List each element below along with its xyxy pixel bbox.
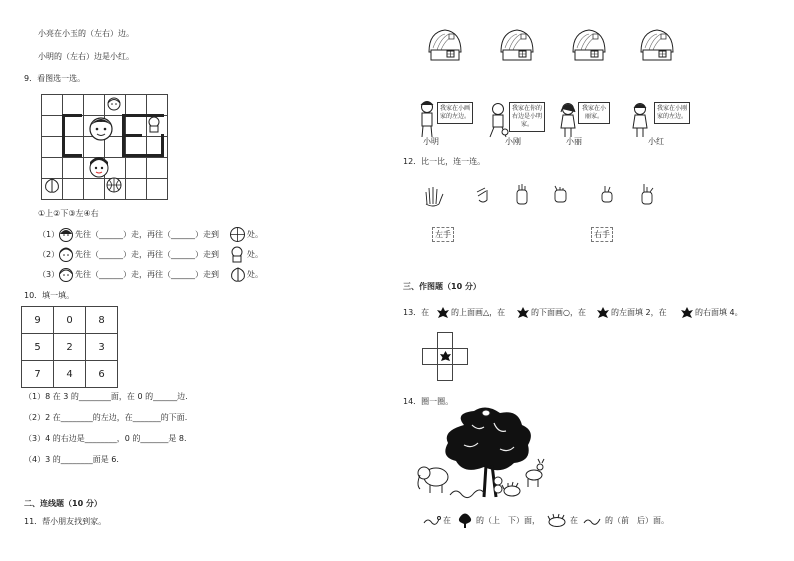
q9-item-2-text: 先往（______）走，再往（______）走到: [75, 250, 219, 259]
q8-line-2: 小明的（左右）边是小红。: [38, 52, 134, 61]
grid-cell: 6: [86, 361, 118, 388]
q13-part-4: 的右面填 4。: [695, 308, 743, 317]
section-2-heading: 二、连线题（10 分）: [24, 499, 102, 508]
q9-title: 9．看图选一选。: [24, 74, 86, 83]
left-hand-label: 左手: [432, 227, 454, 242]
q10-title: 10．填一填。: [24, 291, 75, 300]
section-3-heading: 三、作图题（10 分）: [403, 282, 481, 291]
speech-bubble: 我家在小丽家。: [578, 102, 610, 124]
q9-item-3-end: 处。: [247, 270, 263, 279]
q10-item-4: （4）3 的________面是 6.: [24, 455, 119, 464]
q11-title: 11．帮小朋友找到家。: [24, 517, 107, 526]
snake-icon: [423, 513, 441, 527]
girl-face-icon: [58, 246, 74, 263]
kid-name: 小丽: [566, 137, 582, 146]
q9-options: ①上②下③左④右: [38, 209, 99, 218]
speech-bubble: 我家在小刚家的左边。: [654, 102, 690, 124]
snake-icon: [583, 515, 603, 527]
kid-name: 小刚: [505, 137, 521, 146]
q9-item-2-end: 处。: [247, 250, 263, 259]
q10-item-3: （3）4 的右边是________，0 的_______是 8.: [24, 434, 187, 443]
grid-cell: 3: [86, 334, 118, 361]
maple-leaf-icon: [680, 306, 694, 320]
houses-row: [425, 28, 715, 68]
snake-icon: [450, 490, 484, 498]
hand-icon: [477, 188, 487, 202]
tree-icon: [457, 511, 473, 529]
boy-face-icon: [85, 114, 117, 142]
q9-item-1-text: 先往（______）走，再往（______）走到: [75, 230, 219, 239]
kid-head-icon: [58, 266, 74, 283]
speech-bubble: 我家在小画家的左边。: [437, 102, 473, 124]
boy-figure-icon: [417, 100, 437, 140]
q9-item-1-num: （1）: [38, 230, 60, 239]
q14-part-4: 的（前 后）面。: [605, 516, 669, 525]
q14-part-1: 在: [443, 516, 451, 525]
tree-icon: [445, 407, 531, 470]
hand-icon: [517, 184, 527, 204]
hands-row: [423, 182, 663, 208]
bird-icon: [482, 410, 490, 416]
kid-name: 小明: [423, 137, 439, 146]
q13-text: [403, 306, 763, 320]
boy-face-icon: [58, 227, 74, 243]
q10-item-1: （1）8 在 3 的________面，在 0 的______边.: [24, 392, 188, 401]
girl-figure-icon: [558, 102, 578, 140]
girl-face-icon: [85, 156, 113, 178]
grid-cell: 4: [54, 361, 86, 388]
number-grid: [21, 306, 118, 388]
q14-title: 14．圈一圈。: [403, 397, 454, 406]
tree-animals-scene: [414, 405, 554, 505]
small-kid-icon: [229, 246, 245, 263]
cross-grid: [422, 332, 468, 381]
hedgehog-icon: [502, 482, 520, 496]
maple-leaf-icon: [436, 306, 450, 320]
maple-leaf-icon: [596, 306, 610, 320]
q9-item-2-num: （2）: [38, 250, 60, 259]
grid-cell: 7: [22, 361, 54, 388]
q14-question: [423, 513, 753, 529]
right-hand-label: 右手: [591, 227, 613, 242]
q8-line-1: 小亮在小玉的（左右）边。: [38, 29, 134, 38]
q13-part-3: 的左面填 2，在: [611, 308, 667, 317]
hedgehog-icon: [547, 513, 567, 527]
q10-item-2: （2）2 在________的左边，在_______的下面.: [24, 413, 188, 422]
q12-title: 12．比一比，连一连。: [403, 157, 486, 166]
grid-cell: 9: [22, 307, 54, 334]
speech-bubble: 我家在你的右边是小明家。: [509, 102, 545, 132]
peach-icon: [229, 266, 247, 283]
maple-leaf-icon: [516, 306, 530, 320]
kid-name: 小红: [648, 137, 664, 146]
boy-figure-icon: [487, 102, 509, 140]
maze-grid: [41, 94, 168, 200]
q13-num: 13．在: [403, 308, 430, 317]
grid-cell: 5: [22, 334, 54, 361]
q9-item-3-text: 先往（______）走，再往（______）走到: [75, 270, 219, 279]
house-icon: [429, 30, 461, 60]
grid-cell: 2: [54, 334, 86, 361]
hand-icon: [555, 186, 566, 202]
q9-item-3-num: （3）: [38, 270, 60, 279]
q13-part-2: 的下面画○，在: [531, 308, 586, 317]
small-kid-icon: [146, 115, 162, 133]
hand-icon: [426, 187, 443, 206]
q13-part-1: 的上面画△，在: [451, 308, 506, 317]
q14-part-3: 在: [570, 516, 578, 525]
hand-icon: [642, 184, 653, 204]
kid-head-icon: [106, 96, 122, 112]
q14-part-2: 的（上 下）面，: [476, 516, 540, 525]
elephant-icon: [418, 467, 448, 493]
girl-figure-icon: [630, 102, 650, 140]
maple-leaf-icon: [439, 350, 452, 363]
ball-icon: [105, 176, 123, 194]
q9-item-1-end: 处。: [247, 230, 263, 239]
peach-icon: [43, 176, 61, 194]
hand-icon: [602, 186, 612, 202]
deer-icon: [526, 459, 544, 487]
ball-icon: [229, 226, 246, 243]
grid-cell: 0: [54, 307, 86, 334]
grid-cell: 8: [86, 307, 118, 334]
